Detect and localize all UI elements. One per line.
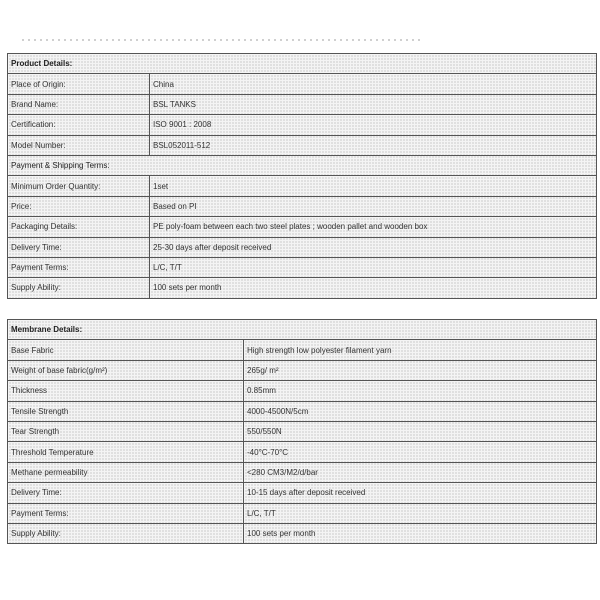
row-label: Threshold Temperature (8, 442, 244, 462)
table-row (8, 503, 597, 523)
table-row (8, 523, 597, 543)
row-label: Supply Ability: (8, 278, 150, 298)
row-label: Delivery Time: (8, 237, 150, 257)
table-row (8, 257, 597, 277)
product-details-table (7, 53, 597, 299)
row-label: Payment Terms: (8, 503, 244, 523)
table-row (8, 94, 597, 114)
top-divider (20, 38, 420, 42)
table-row (8, 196, 597, 216)
table-row (8, 360, 597, 380)
row-value: 100 sets per month (244, 523, 597, 543)
row-value: <280 CM3/M2/d/bar (244, 462, 597, 482)
row-value: L/C, T/T (150, 257, 597, 277)
row-value: BSL TANKS (150, 94, 597, 114)
row-label: Certification: (8, 115, 150, 135)
row-value: 550/550N (244, 421, 597, 441)
table-row (8, 320, 597, 340)
row-label: Weight of base fabric(g/m²) (8, 360, 244, 380)
table-row (8, 155, 597, 175)
row-label: Minimum Order Quantity: (8, 176, 150, 196)
row-label: Tear Strength (8, 421, 244, 441)
row-label: Base Fabric (8, 340, 244, 360)
table-row (8, 135, 597, 155)
table-row (8, 115, 597, 135)
row-value: L/C, T/T (244, 503, 597, 523)
membrane-details-table (7, 319, 597, 544)
row-value: -40°C-70°C (244, 442, 597, 462)
row-value: 100 sets per month (150, 278, 597, 298)
row-value: ISO 9001 : 2008 (150, 115, 597, 135)
table-row (8, 462, 597, 482)
row-value: 25-30 days after deposit received (150, 237, 597, 257)
product-details-header: Product Details: (8, 54, 597, 74)
row-value: 1set (150, 176, 597, 196)
payment-shipping-header: Payment & Shipping Terms: (8, 155, 597, 175)
row-label: Methane permeability (8, 462, 244, 482)
table-row (8, 401, 597, 421)
membrane-details-header: Membrane Details: (8, 320, 597, 340)
row-label: Place of Origin: (8, 74, 150, 94)
row-label: Model Number: (8, 135, 150, 155)
table-row (8, 237, 597, 257)
row-value: China (150, 74, 597, 94)
table-row (8, 340, 597, 360)
row-value: BSL052011-512 (150, 135, 597, 155)
row-label: Tensile Strength (8, 401, 244, 421)
table-row (8, 278, 597, 298)
table-row (8, 442, 597, 462)
row-value: 10-15 days after deposit received (244, 483, 597, 503)
row-label: Thickness (8, 381, 244, 401)
row-value: 265g/ m² (244, 360, 597, 380)
table-row (8, 217, 597, 237)
table-row (8, 483, 597, 503)
row-value: PE poly-foam between each two steel plates ; wooden pallet and wooden box (150, 217, 597, 237)
table-row (8, 176, 597, 196)
row-value: 0.85mm (244, 381, 597, 401)
row-label: Brand Name: (8, 94, 150, 114)
table-row (8, 74, 597, 94)
row-label: Delivery Time: (8, 483, 244, 503)
table-row (8, 421, 597, 441)
row-label: Payment Terms: (8, 257, 150, 277)
table-row (8, 54, 597, 74)
row-value: 4000-4500N/5cm (244, 401, 597, 421)
row-label: Packaging Details: (8, 217, 150, 237)
row-label: Supply Ability: (8, 523, 244, 543)
row-label: Price: (8, 196, 150, 216)
row-value: Based on PI (150, 196, 597, 216)
table-row (8, 381, 597, 401)
row-value: High strength low polyester filament yarn (244, 340, 597, 360)
